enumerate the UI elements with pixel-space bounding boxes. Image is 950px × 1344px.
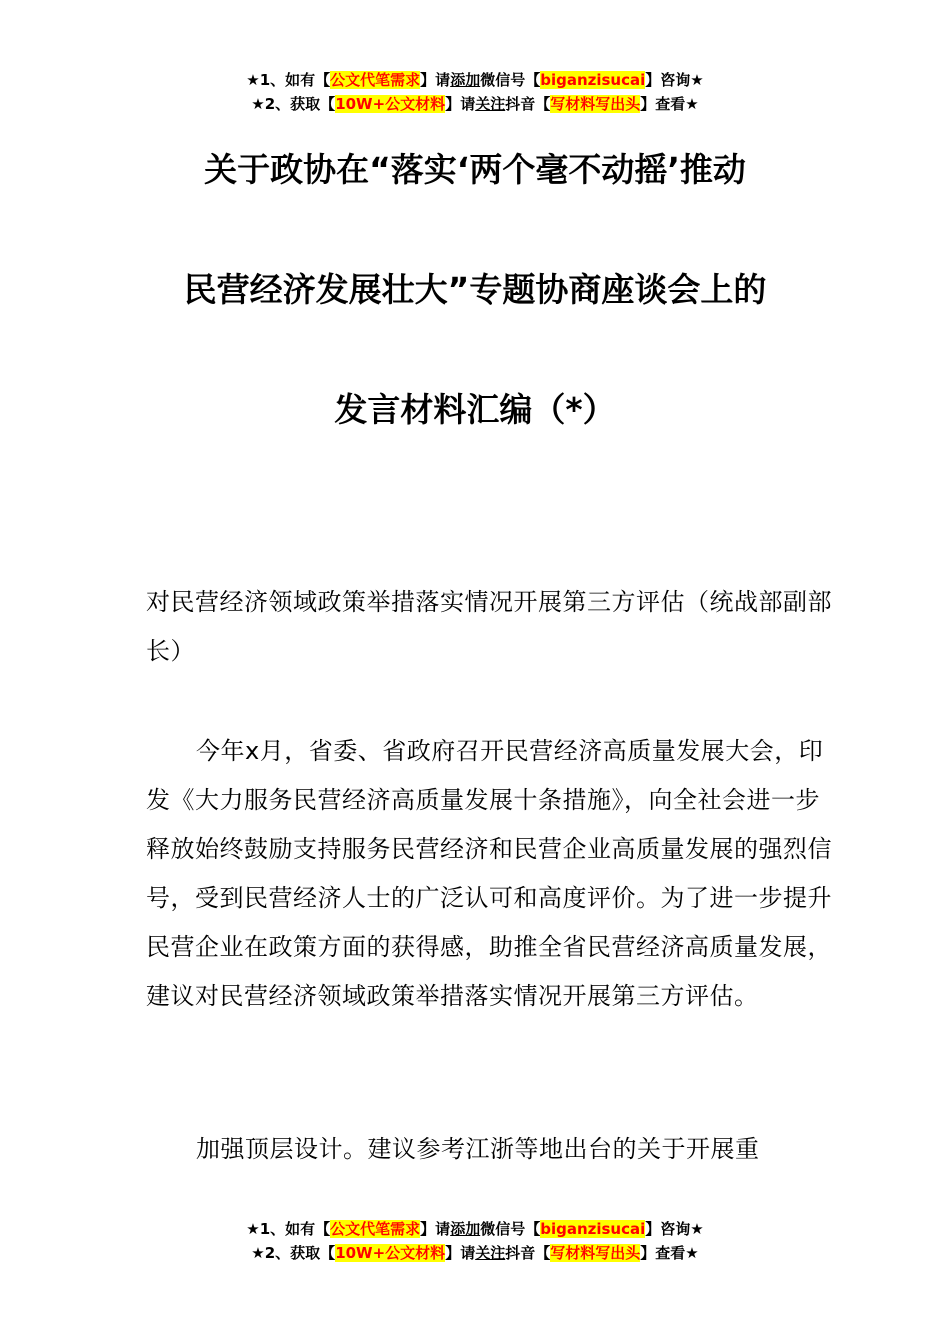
- banner-emphasis: 添加: [450, 71, 481, 89]
- banner-text: ★2、获取【: [251, 95, 336, 113]
- banner-text: 微信号【: [480, 71, 541, 89]
- title-line-1: 关于政协在“落实‘两个毫不动摇’推动: [204, 150, 746, 189]
- banner-text: 】请: [420, 71, 451, 89]
- banner-emphasis: 关注: [475, 1244, 506, 1262]
- banner-text: 】请: [445, 1244, 476, 1262]
- banner-line-1: [0, 68, 950, 92]
- body-paragraph: 今年x月，省委、省政府召开民营经济高质量发展大会，印发《大力服务民营经济高质量发展十条措施》，向全社会进一步释放始终鼓励支持服务民营经济和民营企业高质量发展的强烈信号，受到民营经济人士的广泛认可和高度评价。为了进一步提升民营企业在政策方面的获得感，助推全省民营经济高质量发展，建议对民营经济领域政策举措落实情况开展第三方评估。: [146, 737, 832, 1010]
- body-paragraph: 加强顶层设计。建议参考江浙等地出台的关于开展重: [196, 1135, 760, 1163]
- banner-highlight: biganzisucai: [540, 1220, 646, 1238]
- banner-highlight: 10W+公文材料: [335, 95, 446, 113]
- banner-text: ★1、如有【: [246, 71, 331, 89]
- banner-highlight: 写材料写出头: [550, 1244, 641, 1262]
- banner-line-2: [0, 92, 950, 116]
- footer-banner: [0, 1217, 950, 1265]
- banner-text: 】咨询★: [645, 71, 704, 89]
- banner-line-1: [0, 1217, 950, 1241]
- banner-highlight: 写材料写出头: [550, 95, 641, 113]
- banner-text: 】请: [420, 1220, 451, 1238]
- section-subheading: 对民营经济领域政策举措落实情况开展第三方评估（统战部副部长）: [146, 588, 832, 665]
- banner-text: ★1、如有【: [246, 1220, 331, 1238]
- banner-highlight: 公文代笔需求: [330, 1220, 421, 1238]
- banner-text: 】查看★: [640, 95, 699, 113]
- banner-highlight: 10W+公文材料: [335, 1244, 446, 1262]
- banner-text: 微信号【: [480, 1220, 541, 1238]
- banner-text: 】请: [445, 95, 476, 113]
- banner-emphasis: 添加: [450, 1220, 481, 1238]
- title-line-2: 民营经济发展壮大”专题协商座谈会上的: [183, 270, 767, 309]
- banner-line-2: [0, 1241, 950, 1265]
- banner-text: ★2、获取【: [251, 1244, 336, 1262]
- banner-highlight: 公文代笔需求: [330, 71, 421, 89]
- banner-emphasis: 关注: [475, 95, 506, 113]
- banner-text: 抖音【: [505, 95, 551, 113]
- banner-text: 】咨询★: [645, 1220, 704, 1238]
- document-title: [0, 140, 950, 500]
- banner-text: 】查看★: [640, 1244, 699, 1262]
- header-banner: [0, 68, 950, 116]
- banner-text: 抖音【: [505, 1244, 551, 1262]
- banner-highlight: biganzisucai: [540, 71, 646, 89]
- title-line-3: 发言材料汇编（*）: [334, 390, 616, 429]
